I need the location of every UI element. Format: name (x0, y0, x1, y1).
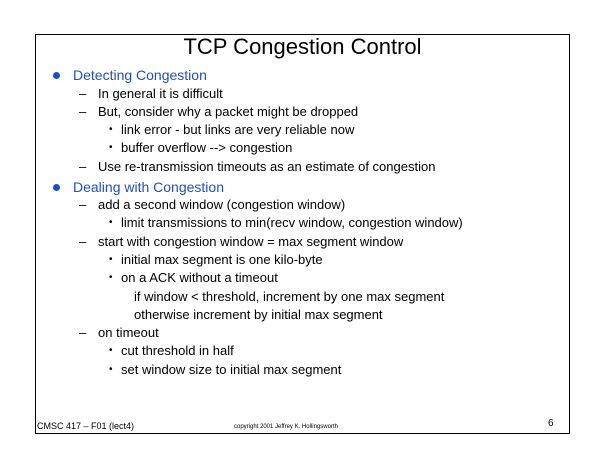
list-item (79, 104, 359, 120)
detail-line-text: otherwise increment by initial max segment (134, 307, 383, 322)
heading-detecting-congestion (73, 67, 207, 83)
dash-icon: – (79, 86, 87, 101)
bullet-icon (53, 72, 60, 79)
dash-icon: – (79, 234, 87, 249)
list-item (79, 159, 436, 175)
page-number: 6 (548, 418, 554, 429)
list-item-text: start with congestion window = max segment window (98, 234, 404, 249)
dot-icon: • (109, 217, 113, 228)
heading-text: Detecting Congestion (73, 67, 207, 83)
footer-course: CMSC 417 – F01 (lect4) (37, 421, 135, 431)
dash-icon: – (79, 159, 87, 174)
dot-icon: • (109, 124, 113, 135)
list-item (79, 86, 223, 102)
dash-icon: – (79, 197, 87, 212)
sub-list-item-text: limit transmissions to min(recv window, congestion window) (121, 215, 463, 230)
footer-copyright: copyright 2001 Jeffrey K. Hollingsworth (234, 424, 338, 430)
list-item (79, 197, 346, 213)
dot-icon: • (109, 345, 113, 356)
sub-list-item-text: initial max segment is one kilo-byte (121, 252, 323, 267)
list-item (79, 234, 404, 250)
sub-list-item (109, 140, 293, 156)
detail-line (134, 307, 383, 323)
dot-icon: • (109, 364, 113, 375)
list-item-text: Use re-transmission timeouts as an estimate of congestion (98, 159, 436, 174)
sub-list-item (109, 252, 323, 268)
dot-icon: • (109, 254, 113, 265)
sub-list-item-text: buffer overflow --> congestion (121, 140, 293, 155)
sub-list-item-text: set window size to initial max segment (121, 362, 342, 377)
sub-list-item (109, 122, 355, 138)
sub-list-item-text: link error - but links are very reliable now (121, 122, 355, 137)
list-item-text: In general it is difficult (98, 86, 223, 101)
sub-list-item (109, 362, 342, 378)
detail-line (134, 289, 444, 305)
sub-list-item (109, 343, 234, 359)
dash-icon: – (79, 325, 87, 340)
heading-text: Dealing with Congestion (73, 179, 224, 195)
slide-title: TCP Congestion Control (183, 34, 422, 59)
sub-list-item (109, 215, 463, 231)
list-item-text: on timeout (98, 325, 159, 340)
dot-icon: • (109, 142, 113, 153)
bullet-icon (53, 184, 60, 191)
sub-list-item-text: on a ACK without a timeout (121, 270, 278, 285)
detail-line-text: if window < threshold, increment by one max segment (134, 289, 445, 304)
sub-list-item-text: cut threshold in half (121, 343, 234, 358)
dot-icon: • (109, 272, 113, 283)
heading-dealing-with-congestion (73, 179, 224, 195)
sub-list-item (109, 270, 278, 286)
list-item (79, 325, 159, 341)
dash-icon: – (79, 104, 87, 119)
list-item-text: But, consider why a packet might be dropped (98, 104, 359, 119)
list-item-text: add a second window (congestion window) (98, 197, 346, 212)
